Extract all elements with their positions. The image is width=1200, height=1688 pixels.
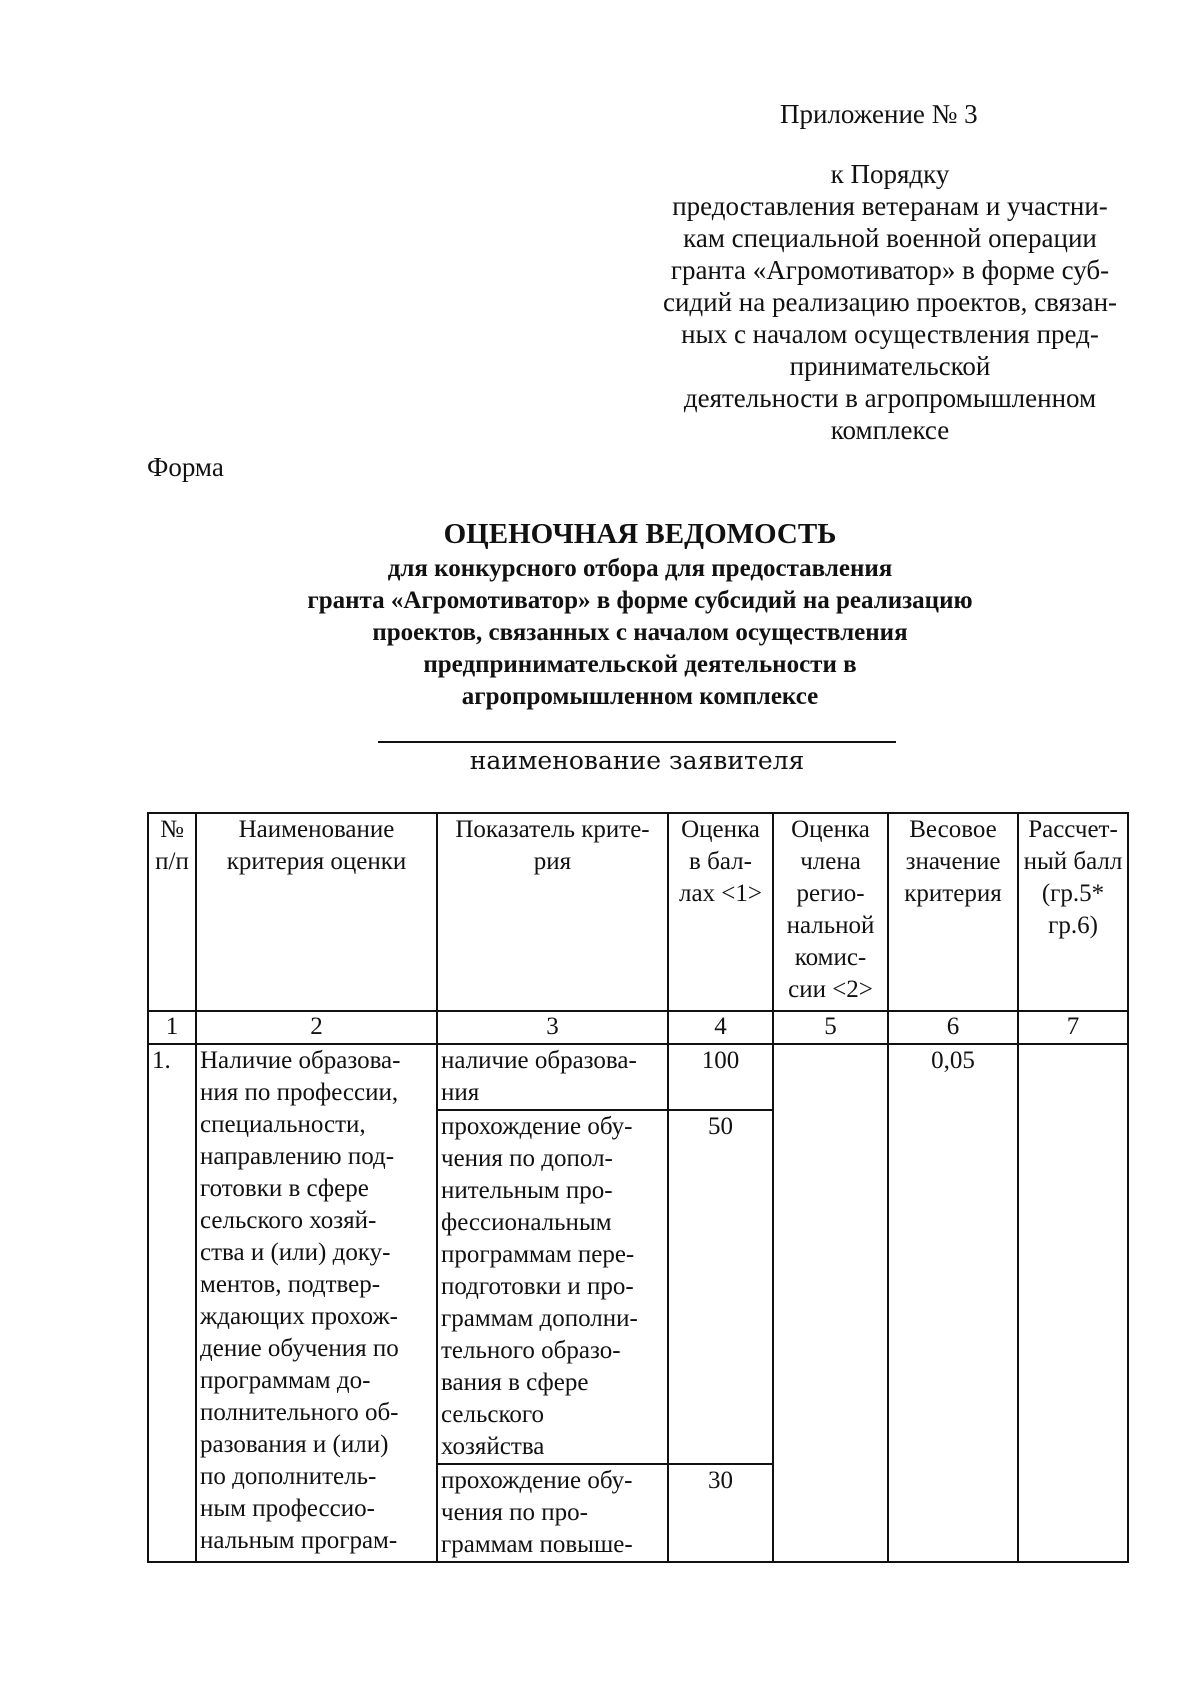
order-line: к Порядку <box>830 159 950 189</box>
column-number-row <box>148 1011 1128 1044</box>
table-header-row <box>148 813 1128 1011</box>
indicator-score: 30 <box>668 1464 773 1562</box>
column-number: 7 <box>1018 1011 1128 1044</box>
column-number: 4 <box>668 1011 773 1044</box>
document-title-line: для конкурсного отбора для предоставления <box>387 555 893 582</box>
commission-score <box>773 1044 888 1562</box>
order-line: ных с началом осуществления пред- <box>681 319 1099 349</box>
column-number: 2 <box>196 1011 437 1044</box>
document-title-line: проектов, связанных с началом осуществления <box>372 619 908 646</box>
criterion-indicator: наличие образова- ния <box>437 1044 668 1110</box>
calculated-score <box>1018 1044 1128 1562</box>
appendix-title: Приложение № 3 <box>780 99 978 129</box>
column-number: 3 <box>437 1011 668 1044</box>
order-line: предоставления ветеранам и участни- <box>672 191 1108 221</box>
header-weight: Весовое значение критерия <box>888 813 1018 1011</box>
document-title-line: агропромышленном комплексе <box>461 683 819 710</box>
criterion-weight: 0,05 <box>888 1044 1018 1562</box>
applicant-name-line <box>378 741 896 743</box>
form-label: Форма <box>147 452 224 482</box>
header-calculated-score: Рассчет- ный балл (гр.5* гр.6) <box>1018 813 1128 1011</box>
order-reference <box>640 158 1140 446</box>
header-score: Оценка в бал- лах <1> <box>668 813 773 1011</box>
order-line: деятельности в агропромышленном <box>683 383 1097 413</box>
document-title-line: гранта «Агромотиватор» в форме субсидий на реализацию <box>307 587 973 614</box>
applicant-caption: наименование заявителя <box>469 746 805 775</box>
indicator-score: 100 <box>668 1044 773 1110</box>
criterion-name: Наличие образова- ния по профессии, специальности, направлению под- готовки в сфере сельского хозяй- ства и (или) доку- ментов, подтвер- ждающих прохож- дение обучения по программам до- полнительного об- разования и (или) по дополнитель- ным профессио- нальным програм- <box>196 1044 437 1562</box>
header-number: № п/п <box>148 813 196 1011</box>
column-number: 5 <box>773 1011 888 1044</box>
order-line: гранта «Агромотиватор» в форме суб- <box>670 255 1110 285</box>
header-criterion-indicator: Показатель крите- рия <box>437 813 668 1011</box>
order-line: принимательской <box>789 351 991 381</box>
document-title-line: предпринимательской деятельности в <box>423 651 857 678</box>
header-criterion-name: Наименование критерия оценки <box>196 813 437 1011</box>
evaluation-table <box>147 812 1129 1563</box>
row-number: 1. <box>148 1044 196 1562</box>
indicator-score: 50 <box>668 1110 773 1464</box>
criterion-indicator: прохождение обу- чения по про- граммам повыше- <box>437 1464 668 1562</box>
document-title <box>200 515 1080 713</box>
order-line: сидий на реализацию проектов, связан- <box>662 287 1118 317</box>
order-line: комплексе <box>830 415 950 445</box>
criterion-indicator: прохождение обу- чения по допол- нительным про- фессиональным программам пере- подготовки и про- граммам дополни- тельного образо- вания в сфере сельского хозяйства <box>437 1110 668 1464</box>
column-number: 1 <box>148 1011 196 1044</box>
order-line: кам специальной военной операции <box>683 223 1097 253</box>
header-commission-score: Оценка члена регио- нальной комис- сии <2> <box>773 813 888 1011</box>
table-row <box>148 1044 1128 1110</box>
column-number: 6 <box>888 1011 1018 1044</box>
document-title-main: ОЦЕНОЧНАЯ ВЕДОМОСТЬ <box>443 518 837 550</box>
